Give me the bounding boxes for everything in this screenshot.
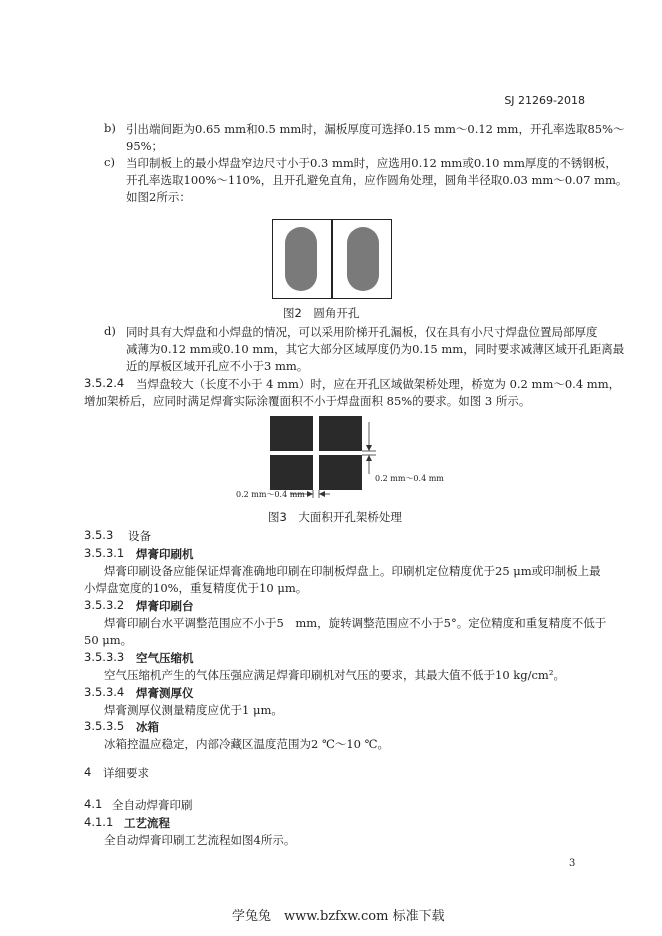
section-3533-number: 3.5.3.3 <box>84 650 125 664</box>
chapter-4-number: 4 <box>84 765 92 779</box>
item-b-line2: 95%； <box>126 139 164 153</box>
item-b-line1: 引出端间距为0.65 mm和0.5 mm时，漏板厚度可选择0.15 mm～0.12 mm，开孔率选取85%～ <box>126 122 625 136</box>
figure-3-dimension-lines <box>230 412 440 500</box>
item-d-marker: d) <box>104 324 116 338</box>
dim-label-right: 0.2 mm～0.4 mm <box>375 474 444 483</box>
section-411-title: 工艺流程 <box>124 816 170 830</box>
dim-label-bottom: 0.2 mm～0.4 mm <box>236 490 305 499</box>
page-number: 3 <box>569 858 576 869</box>
section-411-number: 4.1.1 <box>84 815 114 829</box>
figure-2-caption: 图2 圆角开孔 <box>283 306 360 320</box>
section-353-number: 3.5.3 <box>84 528 114 542</box>
item-c-line2: 开孔率选取100%～110%，且开孔避免直角，应作圆角处理，圆角半径取0.03 mm～0.07 mm。 <box>126 173 628 187</box>
section-3535-body1: 冰箱控温应稳定，内部冷藏区温度范围为2 ℃～10 ℃。 <box>104 737 389 751</box>
section-3535-number: 3.5.3.5 <box>84 719 125 733</box>
section-3524-line2: 增加架桥后，应同时满足焊膏实际涂覆面积不小于焊盘面积 85%的要求。如图 3 所示。 <box>84 394 531 408</box>
footer-watermark: 学兔兔 www.bzfxw.com 标准下载 <box>232 909 445 924</box>
section-41-number: 4.1 <box>84 797 103 811</box>
item-c-line1: 当印制板上的最小焊盘窄边尺寸小于0.3 mm时，应选用0.12 mm或0.10 mm厚度的不锈钢板， <box>126 156 617 170</box>
item-d-line3: 近的厚板区域开孔应不小于3 mm。 <box>126 359 309 373</box>
section-3535-title: 冰箱 <box>136 720 159 734</box>
doc-number: SJ 21269-2018 <box>504 94 585 107</box>
section-3532-body1: 焊膏印刷台水平调整范围应不小于5 mm，旋转调整范围应不小于5°。定位精度和重复精度不低于 <box>104 616 607 630</box>
item-c-line3: 如图2所示： <box>126 190 191 204</box>
section-41-title: 全自动焊膏印刷 <box>112 798 193 812</box>
figure-2-drawing <box>272 219 392 299</box>
item-d-line2: 减薄为0.12 mm或0.10 mm，其它大部分区域厚度仍为0.15 mm，同时要求减薄区域开孔距离最 <box>126 342 625 356</box>
item-d-line1: 同时具有大焊盘和小焊盘的情况，可以采用阶梯开孔漏板，仅在具有小尺寸焊盘位置局部厚度 <box>126 325 598 339</box>
figure-2-rounded-apertures <box>272 219 392 299</box>
section-3524-line1: 当焊盘较大（长度不小于 4 mm）时，应在开孔区域做架桥处理，桥宽为 0.2 mm～0.4 mm， <box>136 377 621 391</box>
item-b-marker: b) <box>104 121 116 135</box>
rounded-aperture-right <box>347 227 379 291</box>
figure-3-bridged-apertures <box>230 412 444 500</box>
item-c-marker: c) <box>104 155 115 169</box>
rounded-aperture-left <box>285 227 317 291</box>
section-3531-number: 3.5.3.1 <box>84 546 125 560</box>
section-353-title: 设备 <box>128 529 151 543</box>
section-3531-body2: 小焊盘宽度的10%，重复精度优于10 μm。 <box>84 581 308 595</box>
section-3534-number: 3.5.3.4 <box>84 685 125 699</box>
section-3533-body1: 空气压缩机产生的气体压强应满足焊膏印刷机对气压的要求，其最大值不低于10 kg/cm²。 <box>104 668 565 682</box>
section-3533-title: 空气压缩机 <box>136 651 194 665</box>
chapter-4-title: 详细要求 <box>103 766 149 780</box>
section-411-body: 全自动焊膏印刷工艺流程如图4所示。 <box>104 833 296 847</box>
figure-3-caption: 图3 大面积开孔架桥处理 <box>268 510 402 524</box>
section-3532-title: 焊膏印刷台 <box>136 599 194 613</box>
section-3531-title: 焊膏印刷机 <box>136 547 194 561</box>
section-3532-body2: 50 μm。 <box>84 633 133 647</box>
section-3524-number: 3.5.2.4 <box>84 376 125 390</box>
section-3534-title: 焊膏测厚仪 <box>136 686 194 700</box>
section-3534-body1: 焊膏测厚仪测量精度应优于1 μm。 <box>104 703 283 717</box>
section-3531-body1: 焊膏印刷设备应能保证焊膏准确地印刷在印制板焊盘上。印刷机定位精度优于25 μm或印制板上最 <box>104 564 601 578</box>
section-3532-number: 3.5.3.2 <box>84 598 125 612</box>
